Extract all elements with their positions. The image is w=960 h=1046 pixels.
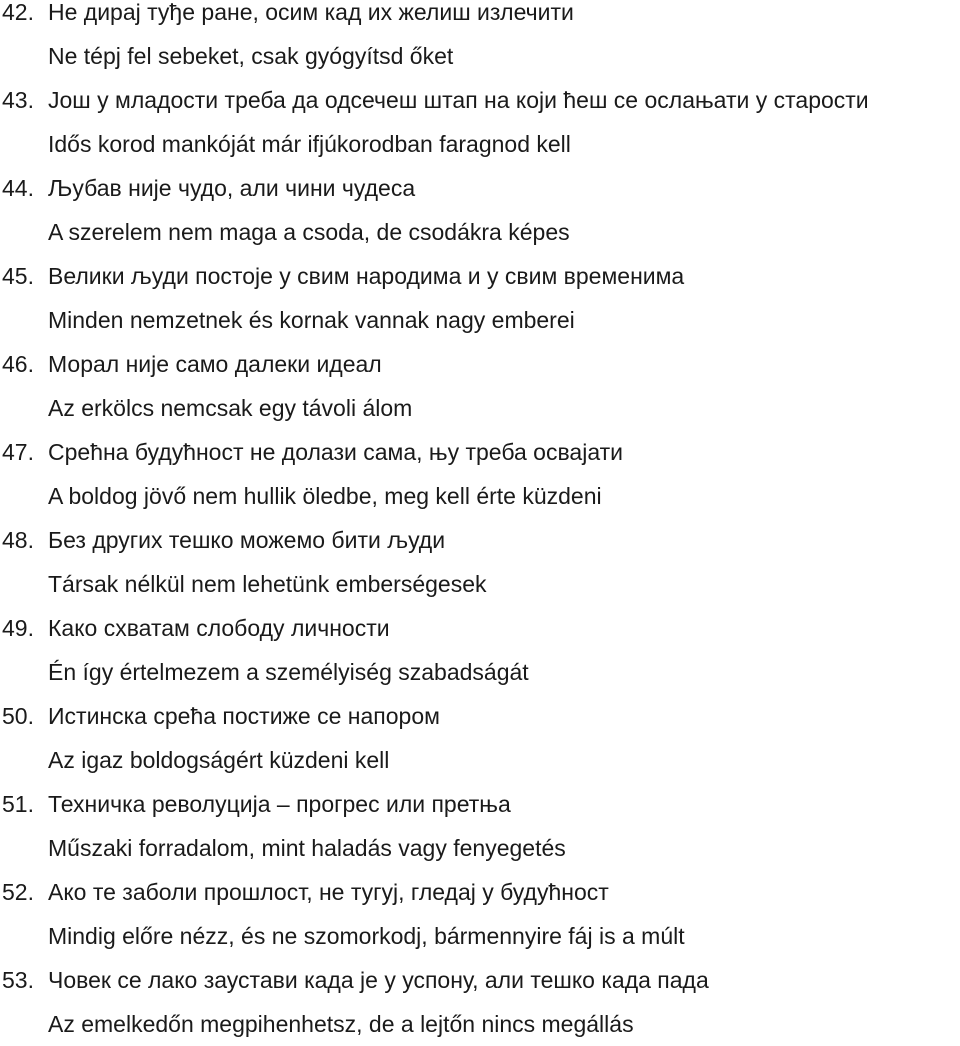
list-item bbox=[0, 342, 960, 430]
item-number: 50. bbox=[2, 703, 34, 729]
list-item bbox=[0, 694, 960, 782]
hungarian-text: A boldog jövő nem hullik öledbe, meg kell érte küzdeni bbox=[48, 483, 602, 509]
serbian-line bbox=[0, 254, 960, 298]
serbian-text: Техничка револуција – прогрес или претња bbox=[48, 791, 511, 817]
hungarian-text: Társak nélkül nem lehetünk emberségesek bbox=[48, 571, 487, 597]
hungarian-line bbox=[0, 914, 960, 958]
hungarian-line bbox=[0, 738, 960, 782]
list-item bbox=[0, 782, 960, 870]
serbian-text: Без других тешко можемо бити људи bbox=[48, 527, 446, 553]
list-item bbox=[0, 958, 960, 1046]
serbian-line bbox=[0, 958, 960, 1002]
item-number: 45. bbox=[2, 263, 34, 289]
list-item bbox=[0, 254, 960, 342]
item-number: 43. bbox=[2, 87, 34, 113]
serbian-text: Љубав није чудо, али чини чудеса bbox=[48, 175, 416, 201]
list-item bbox=[0, 606, 960, 694]
item-number: 51. bbox=[2, 791, 34, 817]
hungarian-text: Minden nemzetnek és kornak vannak nagy emberei bbox=[48, 307, 575, 333]
serbian-line bbox=[0, 78, 960, 122]
hungarian-line bbox=[0, 826, 960, 870]
serbian-line bbox=[0, 782, 960, 826]
hungarian-text: Én így értelmezem a személyiség szabadságát bbox=[48, 659, 529, 685]
hungarian-text: Idős korod mankóját már ifjúkorodban faragnod kell bbox=[48, 131, 571, 157]
serbian-line bbox=[0, 430, 960, 474]
hungarian-text: Ne tépj fel sebeket, csak gyógyítsd őket bbox=[48, 43, 454, 69]
item-number: 48. bbox=[2, 527, 34, 553]
hungarian-line bbox=[0, 34, 960, 78]
list-item bbox=[0, 870, 960, 958]
item-number: 49. bbox=[2, 615, 34, 641]
hungarian-text: Az erkölcs nemcsak egy távoli álom bbox=[48, 395, 413, 421]
serbian-text: Морал није само далеки идеал bbox=[48, 351, 382, 377]
serbian-text: Не дирај туђе ране, осим кад их желиш излечити bbox=[48, 0, 574, 25]
hungarian-line bbox=[0, 474, 960, 518]
item-number: 47. bbox=[2, 439, 34, 465]
list-item bbox=[0, 78, 960, 166]
serbian-line bbox=[0, 0, 960, 34]
hungarian-text: Az emelkedőn megpihenhetsz, de a lejtőn nincs megállás bbox=[48, 1011, 634, 1037]
hungarian-line bbox=[0, 298, 960, 342]
hungarian-line bbox=[0, 386, 960, 430]
hungarian-line bbox=[0, 122, 960, 166]
serbian-line bbox=[0, 606, 960, 650]
hungarian-text: Mindig előre nézz, és ne szomorkodj, bármennyire fáj is a múlt bbox=[48, 923, 685, 949]
serbian-line bbox=[0, 342, 960, 386]
serbian-text: Још у младости треба да одсечеш штап на који ћеш се ослањати у старости bbox=[48, 87, 869, 113]
item-number: 53. bbox=[2, 967, 34, 993]
hungarian-text: Az igaz boldogságért küzdeni kell bbox=[48, 747, 390, 773]
serbian-line bbox=[0, 870, 960, 914]
hungarian-line bbox=[0, 562, 960, 606]
hungarian-text: A szerelem nem maga a csoda, de csodákra képes bbox=[48, 219, 570, 245]
serbian-text: Срећна будућност не долази сама, њу треба освајати bbox=[48, 439, 623, 465]
serbian-line bbox=[0, 694, 960, 738]
serbian-text: Како схватам слободу личности bbox=[48, 615, 390, 641]
hungarian-line bbox=[0, 650, 960, 694]
item-number: 52. bbox=[2, 879, 34, 905]
serbian-text: Ако те заболи прошлост, не тугуј, гледај у будућност bbox=[48, 879, 609, 905]
list-item bbox=[0, 518, 960, 606]
serbian-line bbox=[0, 166, 960, 210]
serbian-text: Истинска срећа постиже се напором bbox=[48, 703, 440, 729]
list-item bbox=[0, 430, 960, 518]
serbian-text: Човек се лако заустави када је у успону, али тешко када пада bbox=[48, 967, 709, 993]
hungarian-line bbox=[0, 210, 960, 254]
item-number: 44. bbox=[2, 175, 34, 201]
serbian-line bbox=[0, 518, 960, 562]
list-item bbox=[0, 166, 960, 254]
list-item bbox=[0, 0, 960, 78]
serbian-text: Велики људи постоје у свим народима и у свим временима bbox=[48, 263, 685, 289]
hungarian-text: Műszaki forradalom, mint haladás vagy fenyegetés bbox=[48, 835, 566, 861]
item-number: 46. bbox=[2, 351, 34, 377]
item-number: 42. bbox=[2, 0, 34, 25]
hungarian-line bbox=[0, 1002, 960, 1046]
